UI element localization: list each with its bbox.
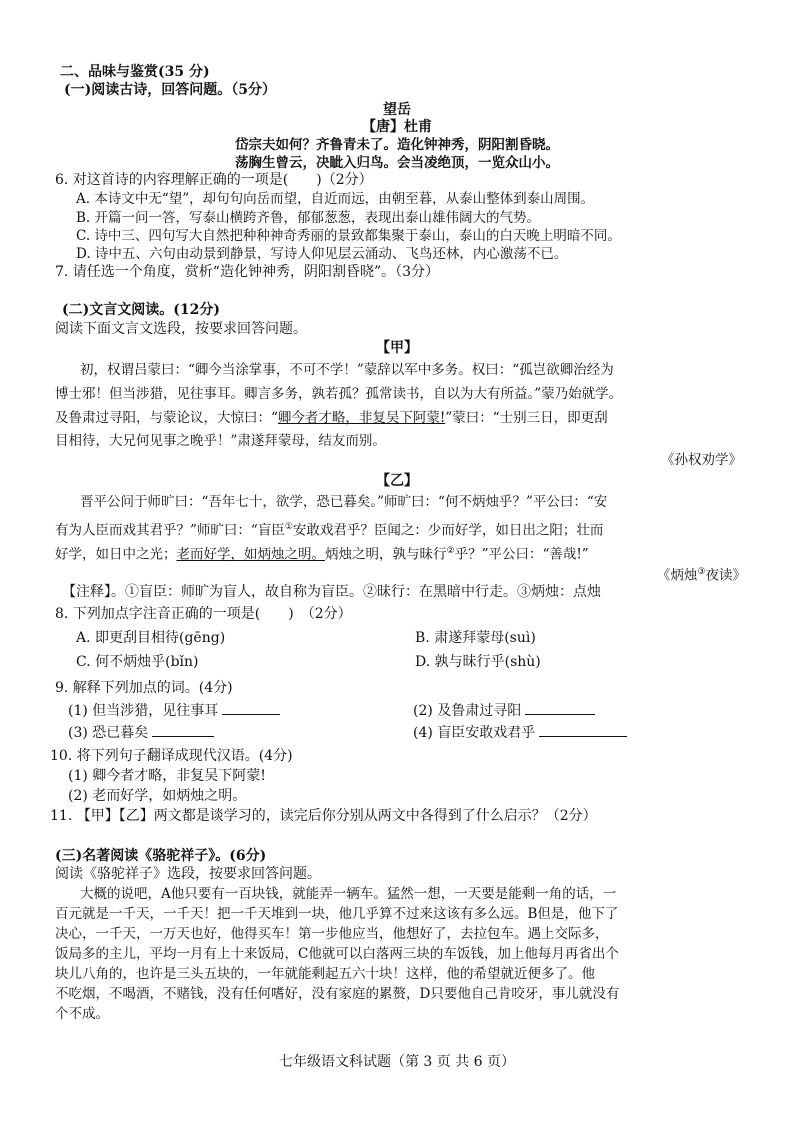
novel-line-6: 不吃烟，不喝酒，不赌钱，没有任何嗜好，没有家庭的累赘，D只要他自己肯咬牙，事儿就没有 <box>55 986 620 1002</box>
q10-item-1: (1) 卿今者才略，非复吴下阿蒙! <box>68 768 266 784</box>
yi-line-1: 晋平公问于师旷曰：“吾年七十，欲学，恐已暮矣。”师旷曰：“何不炳烛乎？”平公曰：“安 <box>80 494 608 510</box>
q9-item-1: (1) 但当涉猎，见往事耳 <box>68 700 280 721</box>
q9-blank-4[interactable] <box>539 722 627 737</box>
q10-item-2: (2) 老而好学，如炳烛之明。 <box>68 788 247 804</box>
q9-blank-2[interactable] <box>525 700 595 715</box>
q9-item-3: (3) 恐已暮矣 <box>68 722 214 743</box>
poem-author: 【唐】杜甫 <box>362 119 432 135</box>
q8-option-c: C. 何不炳烛乎(bǐn) <box>76 654 199 670</box>
q6-option-c: C. 诗中三、四句写大自然把种种神奇秀丽的景致都集聚于泰山，泰山的白天晚上明暗不同。 <box>76 228 621 244</box>
poem-title: 望岳 <box>383 102 411 118</box>
novel-line-4: 饭局多的主儿，平均一月有上十来饭局，C他就可以白落两三块的车饭钱，加上他每月再省出个 <box>55 946 619 962</box>
novel-line-2: 百元就是一千天，一千天！把一千天堆到一块，他几乎算不过来这该有多么远。B但是，他下了 <box>55 906 619 922</box>
yi-line-2: 有为人臣而戏其君乎？”师旷曰：“盲臣①安敢戏君乎？臣闻之：少而好学，如日出之阳；壮而 <box>55 522 604 539</box>
yi-source: 《炳烛③夜读》 <box>656 567 746 584</box>
q9-item-2: (2) 及鲁肃过寻阳 <box>413 700 595 721</box>
jia-source: 《孙权劝学》 <box>661 452 742 468</box>
question-6: 6. 对这首诗的内容理解正确的一项是( )（2分） <box>55 172 373 188</box>
novel-line-1: 大概的说吧，A他只要有一百块钱，就能弄一辆车。猛然一想，一天要是能剩一角的话，一 <box>80 886 617 902</box>
q6-option-d: D. 诗中五、六句由动景到静景，写诗人仰见层云涌动、飞鸟还林，内心激荡不已。 <box>76 246 568 262</box>
question-7: 7. 请任选一个角度，赏析“造化钟神秀，阴阳割昏晓”。（3分） <box>55 264 440 280</box>
question-9: 9. 解释下列加点的词。(4分) <box>55 680 233 696</box>
novel-line-3: 决心，一千天，一万天也好，他得买车！第一步他应当，他想好了，去拉包车。遇上交际多， <box>55 926 609 942</box>
novel-part-title: (三)名著阅读《骆驼祥子》。(6分) <box>55 848 267 864</box>
novel-instruction: 阅读《骆驼祥子》选段，按要求回答问题。 <box>55 866 321 882</box>
poem-line-1: 岱宗夫如何？齐鲁青未了。造化钟神秀，阴阳割昏晓。 <box>235 137 559 153</box>
jia-line-4: 目相待，大兄何见事之晚乎！”肃遂拜蒙母，结友而别。 <box>55 433 386 449</box>
classical-part-title: (二)文言文阅读。(12分) <box>62 302 220 318</box>
annotation-notes: 【注释】。①盲臣：师旷为盲人，故自称为盲臣。②昧行：在黑暗中行走。③炳烛：点烛 <box>62 584 601 600</box>
question-11: 11. 【甲】【乙】两文都是谈学习的，读完后你分别从两文中各得到了什么启示？（2分） <box>50 808 597 824</box>
question-10: 10. 将下列句子翻译成现代汉语。(4分) <box>50 748 293 764</box>
question-8: 8. 下列加点字注音正确的一项是( ) （2分） <box>55 606 352 622</box>
q9-blank-1[interactable] <box>222 700 280 715</box>
passage-jia-label: 【甲】 <box>376 340 418 356</box>
q9-blank-3[interactable] <box>152 722 214 737</box>
yi-line-3: 好学，如日中之光；老而好学，如炳烛之明。炳烛之明，孰与昧行②乎？”平公曰：“善哉!” <box>55 546 589 563</box>
novel-line-7: 个不成。 <box>55 1006 109 1022</box>
novel-line-5: 块儿八角的，也许是三头五块的，一年就能剩起五六十块！这样，他的希望就近便多了。他 <box>55 966 595 982</box>
q6-option-a: A. 本诗文中无“望”，却句句向岳而望，自近而远，由朝至暮，从泰山整体到泰山周围。 <box>76 191 595 207</box>
jia-line-1: 初，权谓吕蒙曰：“卿今当涂掌事，不可不学！”蒙辞以军中多务。权曰：“孤岂欲卿治经为 <box>80 362 614 378</box>
yi-underlined-sentence: 老而好学，如炳烛之明。 <box>176 546 325 563</box>
classical-instruction: 阅读下面文言文选段，按要求回答问题。 <box>55 321 307 337</box>
page-footer: 七年级语文科试题（第 3 页 共 6 页） <box>278 1054 516 1070</box>
q8-option-d: D. 孰与昧行乎(shù) <box>415 654 541 670</box>
q8-option-a: A. 即更刮目相待(gēng) <box>76 630 226 646</box>
jia-underlined-sentence: 卿今者才略，非复吴下阿蒙! <box>277 410 446 426</box>
passage-yi-label: 【乙】 <box>376 473 418 489</box>
jia-line-3: 及鲁肃过寻阳，与蒙论议，大惊曰：“卿今者才略，非复吴下阿蒙!”蒙曰：“士别三日，即更刮 <box>55 410 608 426</box>
section-title: 二、品味与鉴赏(35 分) <box>60 64 210 80</box>
jia-line-2: 博士邪！但当涉猎，见往事耳。卿言多务，孰若孤？孤常读书，自以为大有所益。”蒙乃始就学。 <box>55 386 623 402</box>
poem-line-2: 荡胸生曾云，决眦入归鸟。会当凌绝顶，一览众山小。 <box>235 155 559 171</box>
q8-option-b: B. 肃遂拜蒙母(suì) <box>415 630 536 646</box>
q9-item-4: (4) 盲臣安敢戏君乎 <box>413 722 627 743</box>
q6-option-b: B. 开篇一问一答，写泰山横跨齐鲁，郁郁葱葱，表现出泰山雄伟阔大的气势。 <box>76 210 541 226</box>
poem-part-title: (一)阅读古诗，回答问题。（5分） <box>64 82 276 98</box>
